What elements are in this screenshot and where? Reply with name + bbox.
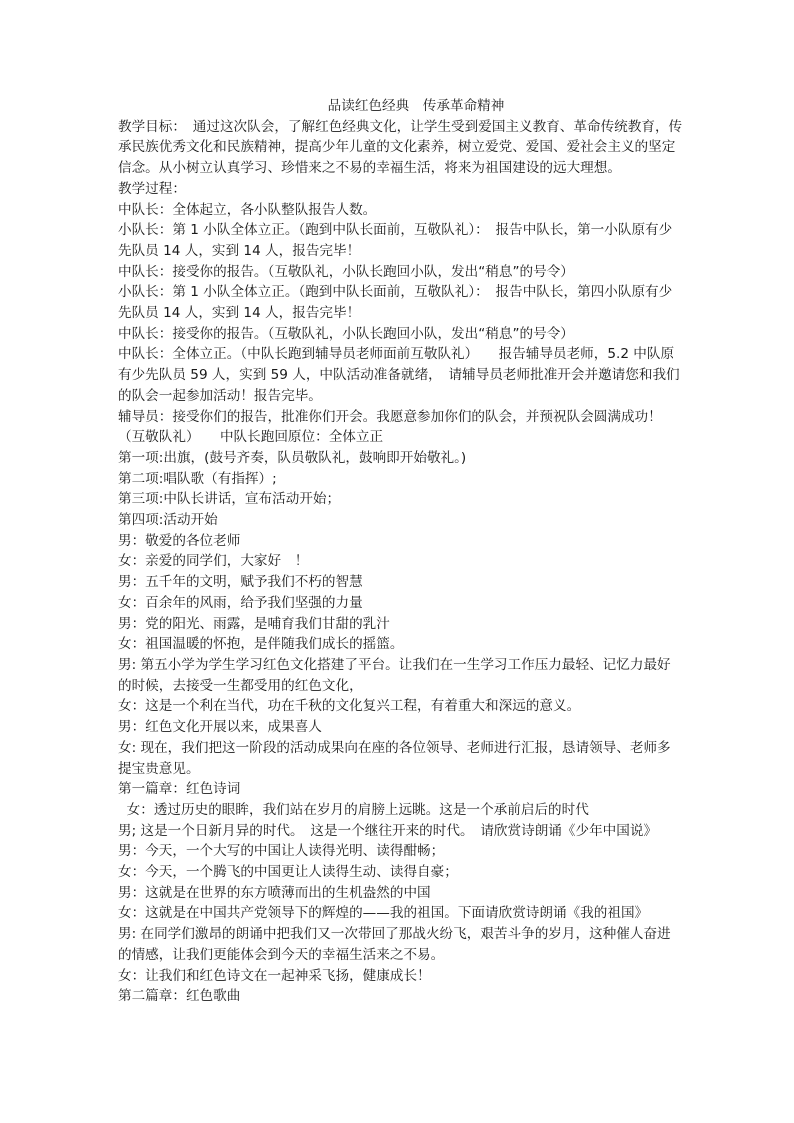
paragraph-line: 女：祖国温暖的怀抱，是伴随我们成长的摇篮。 [118, 636, 404, 653]
document-title: 品读红色经典 传承革命精神 [327, 98, 505, 114]
paragraph-teaching-goal: 教学目标： 通过这次队会，了解红色经典文化，让学生受到爱国主义教育、革命传统教育，传承民族优秀文化和民族精神，提高少年儿童的文化素养，树立爱党、爱国、爱社会主义的坚定信念。从小树立认真学习、珍惜来之不易的幸福生活，将来为祖国建设的远大理想。 [118, 118, 683, 177]
paragraph-line: 女：今天，一个腾飞的中国更让人读得生动、读得自豪； [118, 864, 458, 881]
paragraph-line: 男：党的阳光、雨露，是哺育我们甘甜的乳汁 [118, 615, 390, 632]
paragraph-line: 男; 这是一个日新月异的时代。 这是一个继往开来的时代。 请欣赏诗朗诵《少年中国说》 [118, 822, 658, 839]
paragraph-line: 男：五千年的文明，赋予我们不朽的智慧 [118, 574, 363, 591]
paragraph-line: 男：红色文化开展以来，成果喜人 [118, 719, 322, 736]
document-page [118, 96, 684, 1007]
paragraph-line: 女：这是一个利在当代，功在千秋的文化复兴工程，有着重大和深远的意义。 [118, 698, 581, 715]
paragraph-line: 男：这就是在世界的东方喷薄而出的生机盎然的中国 [118, 884, 431, 901]
paragraph-line: 中队长：全体立正。（中队长跑到辅导员老师面前互敬队礼） 报告辅导员老师，5.2 中队原有少先队员 59 人，实到 59 人，中队活动准备就绪， 请辅导员老师批准开会并邀请您和我们的队会一起参加活动！报告完毕。 [118, 346, 680, 404]
paragraph-line: 女：透过历史的眼眸，我们站在岁月的肩膀上远眺。这是一个承前启后的时代 [118, 801, 589, 818]
paragraph-line: 小队长：第 1 小队全体立正。（跑到中队长面前，互敬队礼）： 报告中队长，第一小队原有少先队员 14 人，实到 14 人，报告完毕！ [118, 222, 673, 259]
paragraph-line: 第一项:出旗，(鼓号齐奏，队员敬队礼，鼓响即开始敬礼。) [118, 449, 467, 466]
paragraph-teaching-process: 教学过程： [118, 180, 186, 197]
paragraph-line: 女：百余年的风雨，给予我们坚强的力量 [118, 594, 363, 611]
paragraph-line: 辅导员：接受你们的报告，批准你们开会。我愿意参加你们的队会，并预祝队会圆满成功！（互敬队礼） 中队长跑回原位：全体立正 [118, 408, 662, 446]
paragraph-line: 第三项:中队长讲话，宣布活动开始； [118, 491, 341, 508]
paragraph-line: 女：让我们和红色诗文在一起神采飞扬，健康成长！ [118, 967, 431, 984]
paragraph-line: 女: 现在，我们把这一阶段的活动成果向在座的各位领导、老师进行汇报，恳请领导、老师多提宝贵意见。 [118, 739, 671, 777]
paragraph-line: 中队长：接受你的报告。（互敬队礼，小队长跑回小队，发出“稍息”的号令） [118, 263, 574, 280]
paragraph-line: 男：敬爱的各位老师 [118, 532, 241, 549]
section-heading: 第一篇章：红色诗词 [118, 781, 241, 798]
paragraph-line: 男: 第五小学为学生学习红色文化搭建了平台。让我们在一生学习工作压力最轻、记忆力最好的时候，去接受一生都受用的红色文化， [118, 656, 671, 694]
paragraph-line: 中队长：全体起立，各小队整队报告人数。 [118, 201, 377, 218]
paragraph-line: 中队长：接受你的报告。（互敬队礼，小队长跑回小队，发出“稍息”的号令） [118, 325, 574, 342]
paragraph-line: 男: 在同学们激昂的朗诵中把我们又一次带回了那战火纷飞，艰苦斗争的岁月，这种催人奋进的情感，让我们更能体会到今天的幸福生活来之不易。 [118, 926, 671, 963]
paragraph-line: 男：今天，一个大写的中国让人读得光明、读得酣畅； [118, 843, 445, 860]
paragraph-line: 第二项:唱队歌（有指挥）; [118, 470, 277, 487]
paragraph-line: 小队长：第 1 小队全体立正。（跑到中队长面前，互敬队礼）： 报告中队长，第四小队原有少先队员 14 人，实到 14 人，报告完毕！ [118, 284, 673, 322]
paragraph-line: 女：亲爱的同学们，大家好 ！ [118, 553, 309, 570]
paragraph-line: 女：这就是在中国共产党领导下的辉煌的——我的祖国。下面请欣赏诗朗诵《我的祖国》 [118, 905, 649, 922]
section-heading: 第二篇章：红色歌曲 [118, 988, 241, 1005]
paragraph-line: 第四项:活动开始 [118, 512, 218, 529]
